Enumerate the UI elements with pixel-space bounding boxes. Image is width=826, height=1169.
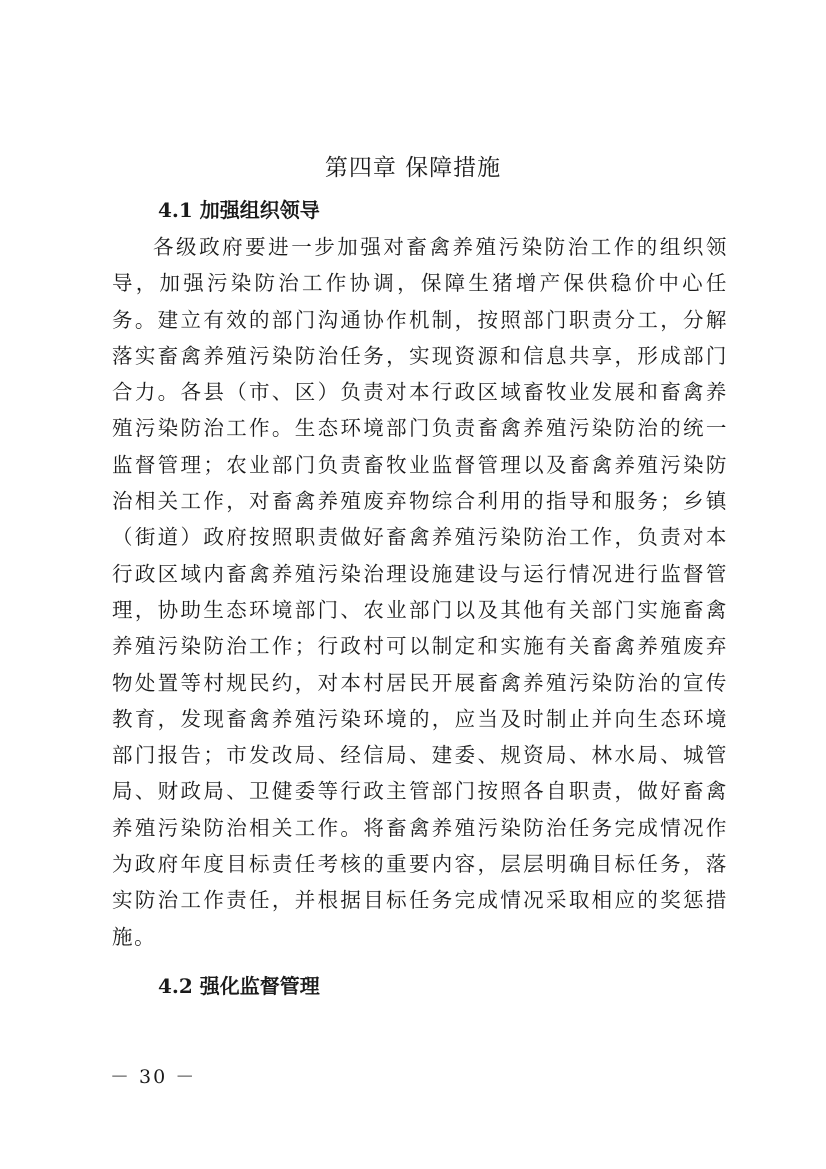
page-number: － 30 － — [110, 1066, 197, 1088]
section-body-4-1: 各级政府要进一步加强对畜禽养殖污染防治工作的组织领导，加强污染防治工作协调，保障生猪增产保供稳价中心任务。建立有效的部门沟通协作机制，按照部门职责分工，分解落实畜禽养殖污染防治任务，实现资源和信息共享，形成部门合力。各县（市、区）负责对本行政区域畜牧业发展和畜禽养殖污染防治工作。生态环境部门负责畜禽养殖污染防治的统一监督管理；农业部门负责畜牧业监督管理以及畜禽养殖污染防治相关工作，对畜禽养殖废弃物综合利用的指导和服务；乡镇（街道）政府按照职责做好畜禽养殖污染防治工作，负责对本行政区域内畜禽养殖污染治理设施建设与运行情况进行监督管理，协助生态环境部门、农业部门以及其他有关部门实施畜禽养殖污染防治工作；行政村可以制定和实施有关畜禽养殖废弃物处置等村规民约，对本村居民开展畜禽养殖污染防治的宣传教育，发现畜禽养殖污染环境的，应当及时制止并向生态环境部门报告；市发改局、经信局、建委、规资局、林水局、城管局、财政局、卫健委等行政主管部门按照各自职责，做好畜禽养殖污染防治相关工作。将畜禽养殖污染防治任务完成情况作为政府年度目标责任考核的重要内容，层层明确目标任务，落实防治工作责任，并根据目标任务完成情况采取相应的奖惩措施。 — [112, 235, 728, 949]
chapter-title: 第四章 保障措施 — [324, 155, 502, 181]
section-heading-4-2: 4.2 强化监督管理 — [158, 974, 320, 998]
section-heading-4-1: 4.1 加强组织领导 — [158, 198, 320, 222]
